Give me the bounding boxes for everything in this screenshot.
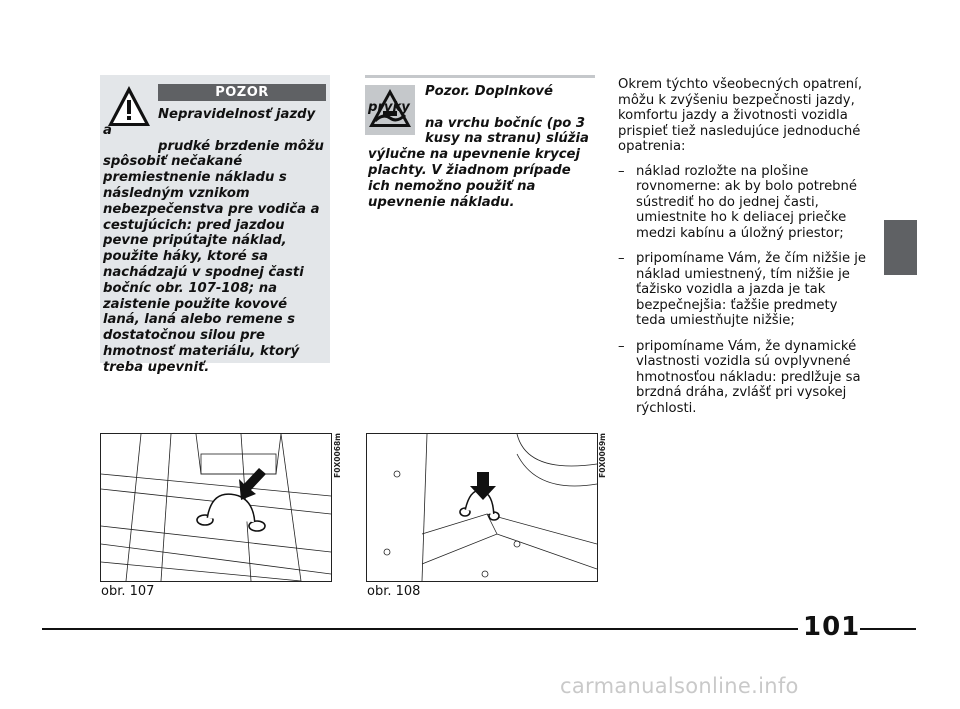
footer-rule-right (860, 628, 916, 630)
figure-108-illustration (366, 433, 598, 582)
figure-108-code: F0X0069m (598, 433, 607, 478)
figure-107-illustration (100, 433, 332, 582)
page-number: 101 (803, 612, 861, 642)
figure-107-code: F0X0068m (333, 433, 342, 478)
body-text-column (618, 77, 868, 426)
watermark: carmanualsonline.info (560, 674, 799, 698)
caution-text-line-2: na vrchu bočníc (po 3 (425, 115, 586, 131)
cargo-floor-hook-drawing (101, 434, 331, 581)
caution-rule (365, 75, 595, 78)
caution-text-line-1: Pozor. Doplnkové prvky (368, 84, 553, 115)
intro-paragraph: Okrem týchto všeobecných opatrení, môžu k zvýšeniu bezpečnosti jazdy, komfortu jazdy a životnosti vozidla prispieť tiež nasledujúce jednoduché opatrenia: (618, 77, 863, 154)
warning-text-line-2: prudké brzdenie môžu (158, 138, 324, 154)
figure-107-caption: obr. 107 (101, 584, 155, 599)
figure-108-caption: obr. 108 (367, 584, 421, 599)
warning-text-rest: spôsobiť nečakané premiestnenie nákladu s následným vznikom nebezpečenstva pre vodiča a cestujúcich: pred jazdou pevne pripútajte náklad, použite háky, ktoré sa nachádzajú v spodnej časti bočníc obr. 107-108; na zaistenie použite kovové laná, laná alebo remene s dostatočnou silou pre hmotnosť materiálu, ktorý treba upevniť. (103, 154, 320, 375)
warning-text-line-1: Nepravidelnosť jazdy a (103, 107, 316, 138)
caution-text-line-3: kusy na stranu) slúžia (425, 131, 589, 147)
list-item: – náklad rozložte na plošine rovnomerne: ak by bolo potrebné sústrediť ho do jednej časti, umiestnite ho k deliacej priečke medzi kabínu a úložný priestor; (618, 163, 858, 241)
warning-box (100, 75, 330, 375)
list-item: – pripomíname Vám, že dynamické vlastnosti vozidla sú ovplyvnené hmotnosťou nákladu: predlžuje sa brzdná dráha, zvlášť pri vysokej rýchlosti. (618, 338, 861, 416)
side-wall-hook-drawing (367, 434, 597, 581)
section-tab (884, 220, 917, 275)
list-item: – pripomíname Vám, že čím nižšie je náklad umiestnený, tím nižšie je ťažisko vozidla a jazda je tak bezpečnejšia: ťažšie predmety teda umiestňujte nižšie; (618, 251, 867, 328)
footer-rule-left (42, 628, 798, 630)
caution-text-rest: výlučne na upevnenie krycej plachty. V žiadnom prípade ich nemožno použiť na upevnenie nákladu. (368, 147, 581, 210)
warning-label: POZOR (158, 84, 326, 101)
recommendation-list (618, 164, 868, 417)
warning-text (103, 107, 327, 376)
caution-text (368, 84, 592, 210)
